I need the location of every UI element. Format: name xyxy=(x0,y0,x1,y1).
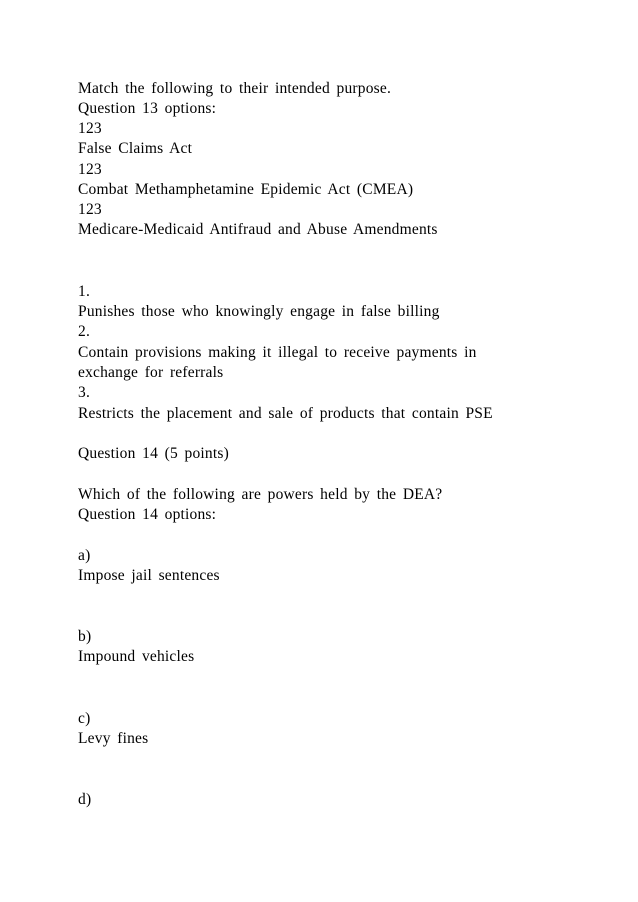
q13-purpose-2-text-line-2: exchange for referrals xyxy=(78,364,224,381)
q14-option-b-text: Impound vehicles xyxy=(78,648,195,665)
q14-option-d-letter: d) xyxy=(78,791,92,808)
q14-option-b-letter: b) xyxy=(78,628,92,645)
q14-option-c-text: Levy fines xyxy=(78,730,149,747)
q14-option-a-letter: a) xyxy=(78,547,91,564)
q14-option-a-text: Impose jail sentences xyxy=(78,567,220,584)
q13-purpose-2-number: 2. xyxy=(78,323,91,340)
q14-header: Question 14 (5 points) xyxy=(78,445,229,462)
q13-purpose-1-text: Punishes those who knowingly engage in false billing xyxy=(78,303,440,320)
q13-item-1-text: False Claims Act xyxy=(78,140,193,157)
q14-option-c-letter: c) xyxy=(78,710,91,727)
q13-purpose-3-text: Restricts the placement and sale of products that contain PSE xyxy=(78,405,493,422)
q13-item-3-marker: 123 xyxy=(78,201,102,218)
q14-options-label: Question 14 options: xyxy=(78,506,217,523)
q14-prompt: Which of the following are powers held by the DEA? xyxy=(78,486,443,503)
q13-purpose-2-text-line-1: Contain provisions making it illegal to receive payments in xyxy=(78,344,477,361)
q13-prompt: Match the following to their intended purpose. xyxy=(78,80,392,97)
q13-item-2-marker: 123 xyxy=(78,161,102,178)
q13-item-3-text: Medicare-Medicaid Antifraud and Abuse Amendments xyxy=(78,221,438,238)
q13-purpose-1-number: 1. xyxy=(78,283,91,300)
q13-item-2-text: Combat Methamphetamine Epidemic Act (CMEA) xyxy=(78,181,414,198)
q13-item-1-marker: 123 xyxy=(78,120,102,137)
q13-options-label: Question 13 options: xyxy=(78,100,217,117)
q13-purpose-3-number: 3. xyxy=(78,384,91,401)
